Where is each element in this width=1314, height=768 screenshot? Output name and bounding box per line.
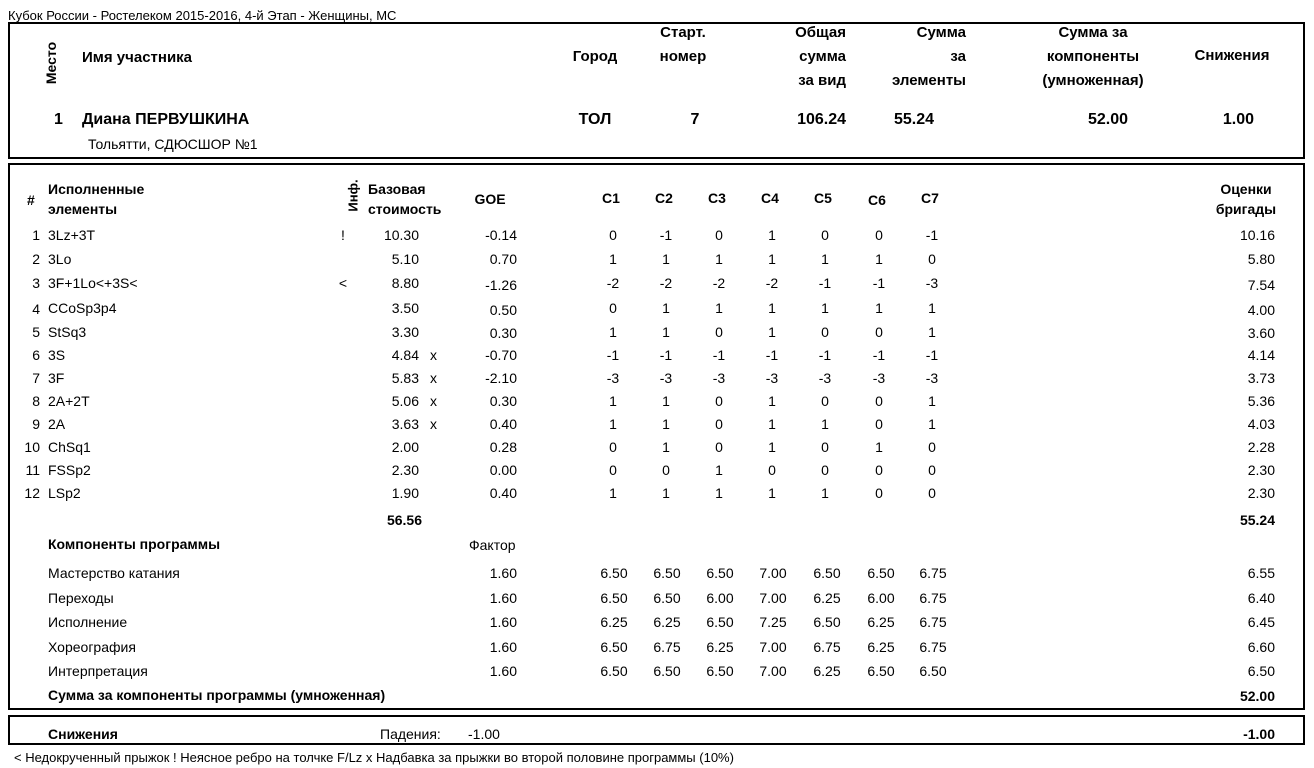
components-title: Компоненты программы — [48, 536, 221, 552]
judge-c6: 0 — [875, 324, 883, 340]
judge-c1: 0 — [609, 300, 617, 316]
goe-value: -1.26 — [485, 277, 517, 293]
component-factor: 1.60 — [489, 614, 517, 630]
goe-value: 0.28 — [489, 439, 517, 455]
judge-c3: 1 — [715, 462, 723, 478]
judge-header-c3: C3 — [708, 190, 726, 206]
judge-c7: 1 — [928, 324, 936, 340]
judge-c4: 7.00 — [759, 639, 787, 655]
judge-c5: 1 — [821, 416, 829, 432]
judge-c7: 0 — [928, 439, 936, 455]
judge-c6: 0 — [875, 416, 883, 432]
judge-c3: 6.50 — [706, 614, 734, 630]
skater-name: Диана ПЕРВУШКИНА — [82, 111, 250, 128]
goe-value: 0.40 — [489, 416, 517, 432]
panel-score: 7.54 — [1247, 277, 1275, 293]
judge-c4: 1 — [768, 393, 776, 409]
deductions-box — [8, 715, 1305, 745]
judge-c5: -1 — [818, 347, 832, 363]
judge-c4: 7.00 — [759, 565, 787, 581]
legend: < Недокрученный прыжок ! Неясное ребро на толчке F/Lz x Надбавка за прыжки во второй половине программы (10%) — [14, 750, 734, 765]
judge-c4: 7.00 — [759, 663, 787, 679]
city-header: Город — [572, 48, 618, 65]
judge-c6: 6.50 — [867, 565, 895, 581]
judge-c1: 6.50 — [600, 639, 628, 655]
judge-c1: 0 — [609, 462, 617, 478]
base-value: 2.00 — [391, 439, 419, 455]
judge-c3: 1 — [715, 251, 723, 267]
row-num: 10 — [24, 439, 40, 455]
goe-value: 0.00 — [489, 462, 517, 478]
row-num: 3 — [32, 275, 40, 291]
judge-c1: 6.50 — [600, 663, 628, 679]
judge-c7: -3 — [925, 370, 939, 386]
total-score-header: Общая сумма за вид — [795, 24, 846, 89]
judge-c4: 7.00 — [759, 590, 787, 606]
row-num: 8 — [32, 393, 40, 409]
judge-c1: -1 — [606, 347, 620, 363]
judge-header-c5: C5 — [814, 190, 832, 206]
goe-value: -0.14 — [485, 227, 517, 243]
judge-c5: 6.50 — [813, 614, 841, 630]
judge-c1: 1 — [609, 324, 617, 340]
rank-header: Место — [43, 41, 59, 85]
judge-c7: 0 — [928, 251, 936, 267]
judge-c2: 6.50 — [653, 565, 681, 581]
component-score: 6.45 — [1247, 614, 1275, 630]
tes-header: Сумма за элементы — [891, 24, 966, 89]
judge-c2: -1 — [659, 227, 673, 243]
judge-c2: 6.25 — [653, 614, 681, 630]
pcs-value: 52.00 — [1087, 111, 1128, 128]
goe-value: 0.70 — [489, 251, 517, 267]
judge-c5: 0 — [821, 462, 829, 478]
judge-c4: 1 — [768, 439, 776, 455]
falls-label: Падения: — [380, 726, 441, 742]
judge-c2: 1 — [662, 439, 670, 455]
judge-c4: 1 — [768, 227, 776, 243]
judge-c5: 6.50 — [813, 565, 841, 581]
row-num: 11 — [25, 462, 40, 478]
element-code: 3Lo — [48, 251, 72, 267]
base-value: 3.63 — [391, 416, 419, 432]
judge-c3: 1 — [715, 300, 723, 316]
judge-c1: -3 — [606, 370, 620, 386]
bonus-mark: x — [430, 393, 437, 409]
goe-value: 0.50 — [489, 302, 517, 318]
row-num: 5 — [32, 324, 40, 340]
judge-c1: 6.50 — [600, 565, 628, 581]
component-factor: 1.60 — [489, 663, 517, 679]
judge-c5: -1 — [818, 275, 832, 291]
judge-c4: 1 — [768, 324, 776, 340]
judge-c1: 6.25 — [600, 614, 628, 630]
judge-c3: 0 — [715, 227, 723, 243]
num-header: # — [27, 192, 35, 208]
judge-c3: 0 — [715, 439, 723, 455]
base-value-header: Базовая стоимость — [368, 181, 442, 217]
judge-c5: 0 — [821, 227, 829, 243]
judge-c5: 1 — [821, 485, 829, 501]
judge-c5: 1 — [821, 300, 829, 316]
judge-c6: -3 — [872, 370, 886, 386]
judge-c2: 6.50 — [653, 663, 681, 679]
judge-c4: -3 — [765, 370, 779, 386]
judge-c3: 0 — [715, 393, 723, 409]
panel-score: 2.28 — [1247, 439, 1275, 455]
judge-c6: 6.25 — [867, 614, 895, 630]
element-info: ! — [341, 227, 345, 243]
judge-c3: 1 — [715, 485, 723, 501]
base-value-total: 56.56 — [386, 512, 422, 528]
bonus-mark: x — [430, 416, 437, 432]
falls-value: -1.00 — [468, 726, 500, 742]
component-factor: 1.60 — [489, 590, 517, 606]
pcs-header: Сумма за компоненты (умноженная) — [1042, 24, 1144, 89]
judge-c7: 6.75 — [919, 614, 947, 630]
base-value: 10.30 — [383, 227, 419, 243]
element-header: Исполненные элементы — [48, 181, 145, 217]
component-score: 6.40 — [1247, 590, 1275, 606]
judge-c7: -3 — [925, 275, 939, 291]
deductions-header: Снижения — [1194, 47, 1270, 64]
element-code: 2A+2T — [48, 393, 90, 409]
judge-c7: 6.75 — [919, 590, 947, 606]
judge-c6: 0 — [875, 393, 883, 409]
judge-c7: -1 — [925, 227, 939, 243]
judge-c5: 0 — [821, 439, 829, 455]
judge-c2: 6.75 — [653, 639, 681, 655]
judge-c4: -2 — [765, 275, 779, 291]
bonus-mark: x — [430, 370, 437, 386]
component-name: Переходы — [48, 590, 114, 606]
name-header: Имя участника — [82, 49, 193, 66]
element-code: LSp2 — [48, 485, 81, 501]
row-num: 12 — [24, 485, 40, 501]
judge-c2: 1 — [662, 300, 670, 316]
component-score: 6.60 — [1247, 639, 1275, 655]
judge-c7: 1 — [928, 300, 936, 316]
row-num: 4 — [32, 301, 40, 317]
judge-c7: 0 — [928, 462, 936, 478]
goe-header: GOE — [474, 191, 506, 207]
judge-c3: 6.50 — [706, 565, 734, 581]
judge-c6: 0 — [875, 227, 883, 243]
judge-c5: 1 — [821, 251, 829, 267]
judge-c3: -2 — [712, 275, 726, 291]
judge-c7: 6.75 — [919, 565, 947, 581]
component-name: Интерпретация — [48, 663, 148, 679]
judge-c6: 6.25 — [867, 639, 895, 655]
panel-score: 5.36 — [1247, 393, 1275, 409]
component-name: Мастерство катания — [48, 565, 180, 581]
factor-header: Фактор — [469, 537, 516, 553]
judge-c6: 1 — [875, 439, 883, 455]
judge-c3: 6.25 — [706, 639, 734, 655]
row-num: 1 — [32, 227, 40, 243]
total-score-value: 106.24 — [797, 111, 846, 128]
judge-c1: 1 — [609, 485, 617, 501]
panel-score: 3.73 — [1247, 370, 1275, 386]
panel-score: 4.03 — [1247, 416, 1275, 432]
judge-c7: 6.75 — [919, 639, 947, 655]
base-value: 5.06 — [391, 393, 419, 409]
city-value: ТОЛ — [578, 111, 612, 128]
judge-c6: 6.50 — [867, 663, 895, 679]
panel-score-header: Оценки бригады — [1215, 181, 1277, 217]
element-code: 3F — [48, 370, 65, 386]
element-code: ChSq1 — [48, 439, 91, 455]
base-value: 5.10 — [391, 251, 419, 267]
goe-value: 0.40 — [489, 485, 517, 501]
base-value: 8.80 — [391, 275, 419, 291]
judge-c5: -3 — [818, 370, 832, 386]
judge-c3: -3 — [712, 370, 726, 386]
info-header: Инф. — [345, 179, 361, 212]
judge-c7: 1 — [928, 393, 936, 409]
components-total-value: 52.00 — [1239, 688, 1275, 704]
judge-header-c1: C1 — [602, 190, 620, 206]
judge-c7: 0 — [928, 485, 936, 501]
judge-c6: 1 — [875, 251, 883, 267]
judge-c3: 0 — [715, 416, 723, 432]
judge-c1: 1 — [609, 393, 617, 409]
base-value: 2.30 — [391, 462, 419, 478]
element-code: CCoSp3p4 — [48, 300, 117, 316]
event-title: Кубок России - Ростелеком 2015-2016, 4-й Этап - Женщины, МС — [8, 8, 397, 23]
judge-c2: 0 — [662, 462, 670, 478]
judge-c3: 6.50 — [706, 663, 734, 679]
base-value: 3.30 — [391, 324, 419, 340]
element-info: < — [338, 275, 348, 291]
row-num: 2 — [32, 251, 40, 267]
row-num: 7 — [32, 370, 40, 386]
judge-c2: 1 — [662, 416, 670, 432]
judge-c4: 0 — [768, 462, 776, 478]
judge-c2: -2 — [659, 275, 673, 291]
judge-c1: 6.50 — [600, 590, 628, 606]
element-code: 3F+1Lo<+3S< — [48, 275, 138, 291]
judge-header-c4: C4 — [761, 190, 779, 206]
panel-score: 5.80 — [1247, 251, 1275, 267]
base-value: 1.90 — [391, 485, 419, 501]
bonus-mark: x — [430, 347, 437, 363]
deductions-label: Снижения — [48, 726, 118, 742]
component-score: 6.55 — [1247, 565, 1275, 581]
judge-c5: 6.25 — [813, 663, 841, 679]
judge-c7: 1 — [928, 416, 936, 432]
judge-c2: 6.50 — [653, 590, 681, 606]
component-factor: 1.60 — [489, 565, 517, 581]
tes-value: 55.24 — [893, 111, 934, 128]
element-code: 2A — [48, 416, 66, 432]
judge-c7: 6.50 — [919, 663, 947, 679]
panel-score: 4.14 — [1247, 347, 1275, 363]
goe-value: 0.30 — [489, 325, 517, 341]
judge-c6: 6.00 — [867, 590, 895, 606]
judge-c1: 1 — [609, 416, 617, 432]
judge-c2: 1 — [662, 324, 670, 340]
judge-c2: 1 — [662, 485, 670, 501]
goe-value: -2.10 — [485, 370, 517, 386]
judge-c4: 1 — [768, 251, 776, 267]
judge-c5: 0 — [821, 393, 829, 409]
panel-score: 2.30 — [1247, 485, 1275, 501]
judge-c6: -1 — [872, 275, 886, 291]
component-score: 6.50 — [1247, 663, 1275, 679]
component-factor: 1.60 — [489, 639, 517, 655]
panel-score: 4.00 — [1247, 302, 1275, 318]
panel-score: 3.60 — [1247, 325, 1275, 341]
judge-c6: 0 — [875, 485, 883, 501]
element-code: 3Lz+3T — [48, 227, 96, 243]
judge-c1: -2 — [606, 275, 620, 291]
judge-c1: 0 — [609, 439, 617, 455]
judge-c5: 6.75 — [813, 639, 841, 655]
element-code: FSSp2 — [48, 462, 91, 478]
skater-club: Тольятти, СДЮСШОР №1 — [88, 136, 258, 152]
judge-c6: 1 — [875, 300, 883, 316]
judge-c1: 0 — [609, 227, 617, 243]
judge-header-c2: C2 — [655, 190, 673, 206]
base-value: 4.84 — [391, 347, 419, 363]
elements-score-total: 55.24 — [1239, 512, 1275, 528]
judge-c5: 6.25 — [813, 590, 841, 606]
base-value: 3.50 — [391, 300, 419, 316]
components-total-label: Сумма за компоненты программы (умноженная) — [48, 687, 386, 703]
panel-score: 2.30 — [1247, 462, 1275, 478]
judge-c4: 1 — [768, 416, 776, 432]
element-code: 3S — [48, 347, 66, 363]
judge-c4: 7.25 — [759, 614, 787, 630]
judge-header-c7: C7 — [921, 190, 939, 206]
row-num: 6 — [32, 347, 40, 363]
judge-header-c6: C6 — [868, 192, 886, 208]
judge-c3: 0 — [715, 324, 723, 340]
judge-c5: 0 — [821, 324, 829, 340]
component-name: Исполнение — [48, 614, 128, 630]
judge-c2: -1 — [659, 347, 673, 363]
judge-c6: -1 — [872, 347, 886, 363]
judge-c3: -1 — [712, 347, 726, 363]
start-number-value: 7 — [690, 111, 700, 128]
goe-value: -0.70 — [485, 347, 517, 363]
component-name: Хореография — [48, 639, 136, 655]
panel-score: 10.16 — [1239, 227, 1275, 243]
judge-c1: 1 — [609, 251, 617, 267]
judge-c6: 0 — [875, 462, 883, 478]
judge-c4: 1 — [768, 485, 776, 501]
judge-c7: -1 — [925, 347, 939, 363]
judge-c2: 1 — [662, 393, 670, 409]
start-number-header: Старт. номер — [659, 24, 707, 65]
base-value: 5.83 — [391, 370, 419, 386]
judge-c2: -3 — [659, 370, 673, 386]
deductions-total: -1.00 — [1243, 726, 1275, 742]
judge-c4: -1 — [765, 347, 779, 363]
goe-value: 0.30 — [489, 393, 517, 409]
judge-c2: 1 — [662, 251, 670, 267]
judge-c4: 1 — [768, 300, 776, 316]
deductions-value: 1.00 — [1222, 111, 1254, 128]
element-code: StSq3 — [48, 324, 87, 340]
rank-value: 1 — [54, 111, 63, 128]
judge-c3: 6.00 — [706, 590, 734, 606]
row-num: 9 — [32, 416, 40, 432]
